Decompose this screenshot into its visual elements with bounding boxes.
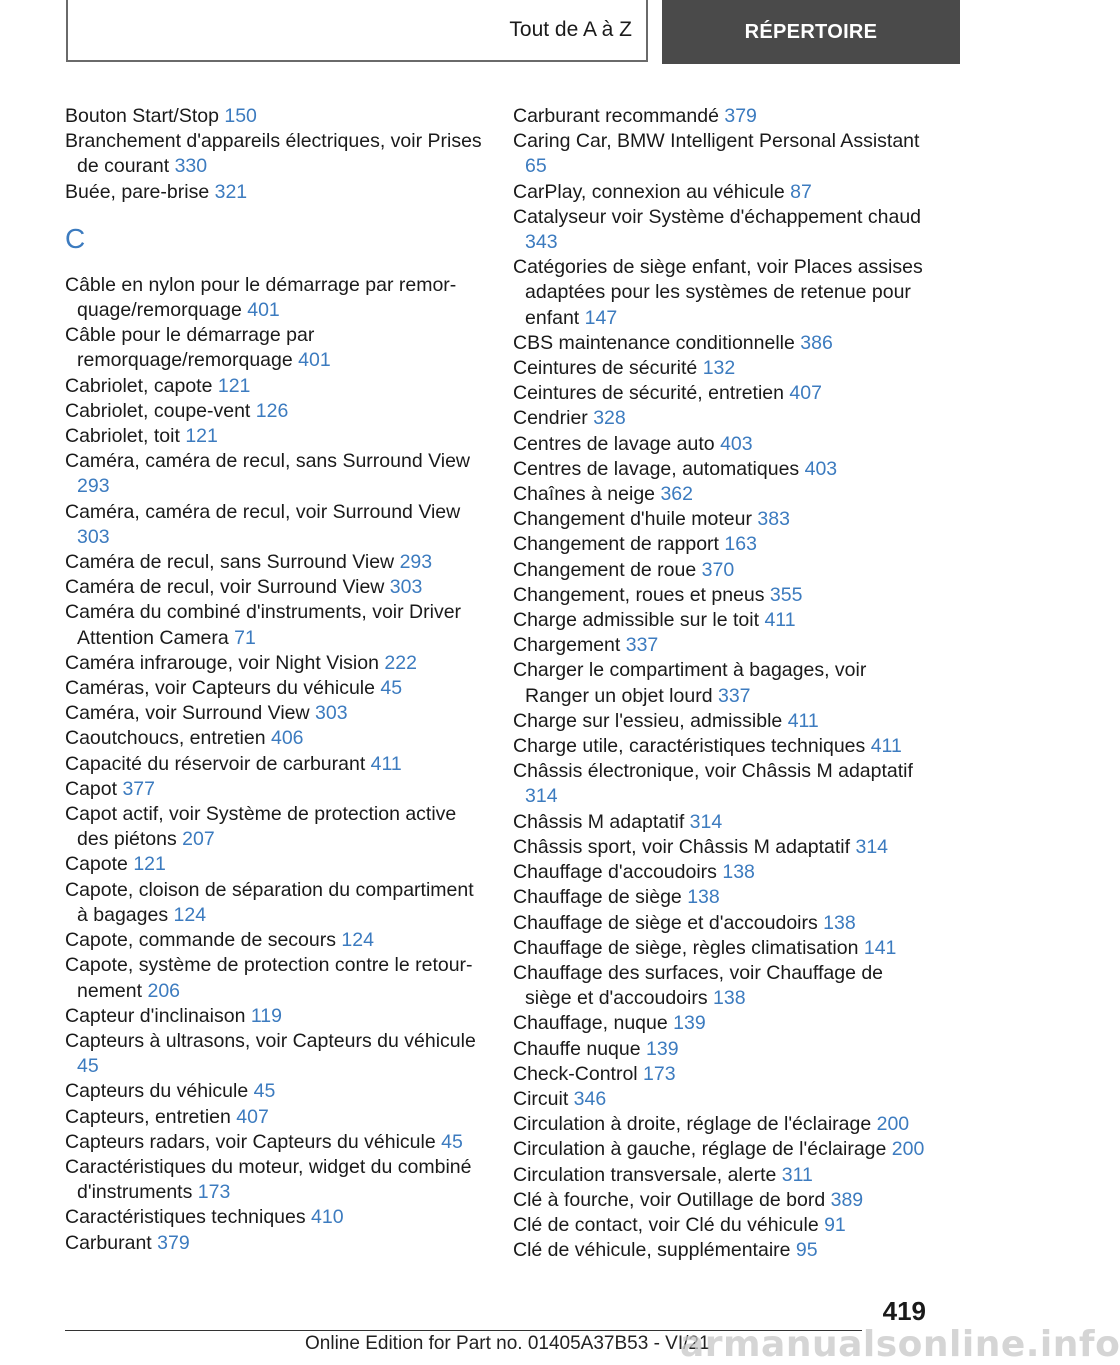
index-entry xyxy=(65,701,485,726)
index-entry xyxy=(513,583,933,608)
page-link[interactable]: 121 xyxy=(217,374,251,397)
index-entry-text: CBS maintenance conditionnelle xyxy=(513,331,801,354)
page-link[interactable]: 124 xyxy=(341,929,374,952)
index-entry xyxy=(513,1037,933,1062)
index-entry-text: Centres de lavage, automatiques xyxy=(513,457,805,480)
index-entry xyxy=(65,550,485,575)
index-entry-text: Cabriolet, capote xyxy=(65,374,218,397)
index-entry-text: Caring Car, BMW Intelligent Personal Assistant xyxy=(513,130,920,153)
page-link[interactable]: 45 xyxy=(253,1080,276,1103)
index-entry xyxy=(65,1205,485,1230)
page-link[interactable]: 377 xyxy=(122,777,155,800)
index-entry-text: Cabriolet, coupe-vent xyxy=(65,399,256,422)
index-entry-text: Chauffage d'accoudoirs xyxy=(513,861,723,884)
page-link[interactable]: 314 xyxy=(855,835,889,858)
page-link[interactable]: 45 xyxy=(441,1130,463,1153)
page-link[interactable]: 138 xyxy=(722,861,755,884)
page-link[interactable]: 126 xyxy=(255,399,289,422)
index-entry-text: Caméra, voir Surround View xyxy=(65,702,315,725)
index-entry xyxy=(513,507,933,532)
page-link[interactable]: 411 xyxy=(370,752,402,775)
index-entry-text: Chaînes à neige xyxy=(513,483,661,506)
page-link[interactable]: 139 xyxy=(673,1012,706,1035)
index-entry-text: Capteurs du véhicule xyxy=(65,1080,254,1103)
page-link[interactable]: 95 xyxy=(795,1239,818,1262)
page-link[interactable]: 163 xyxy=(724,533,757,556)
index-entry xyxy=(65,374,485,399)
index-entry-text: Chargement xyxy=(513,634,626,657)
page-link[interactable]: 379 xyxy=(157,1231,190,1254)
index-entry xyxy=(513,205,933,255)
watermark: armanualsonline.info xyxy=(680,1324,1120,1365)
index-entry-text: Cabriolet, toit xyxy=(65,425,186,448)
index-entry-text: Chauffage de siège xyxy=(513,886,688,909)
index-entry xyxy=(513,432,933,457)
index-entry xyxy=(65,852,485,877)
page-link[interactable]: 403 xyxy=(720,432,753,455)
index-entry xyxy=(513,936,933,961)
index-entry-text: Capteurs à ultrasons, voir Capteurs du véhicule xyxy=(65,1029,476,1052)
index-entry xyxy=(65,1231,485,1256)
index-entry xyxy=(65,424,485,449)
index-entry-text: Catalyseur voir Système d'échappement chaud xyxy=(513,205,922,228)
index-entry-text: Charge sur l'essieu, admissible xyxy=(513,709,788,732)
index-entry-text: Capot xyxy=(65,777,123,800)
page-link[interactable]: 355 xyxy=(769,583,803,606)
index-entry xyxy=(513,1188,933,1213)
index-entry-text: Cendrier xyxy=(513,407,594,430)
page-link[interactable]: 139 xyxy=(646,1037,679,1060)
index-entry xyxy=(513,532,933,557)
index-column-left xyxy=(65,104,485,1256)
page-link[interactable]: 124 xyxy=(173,903,207,926)
page-link[interactable]: 328 xyxy=(593,407,626,430)
index-entry-text: Capteurs radars, voir Capteurs du véhicule xyxy=(65,1130,442,1153)
page-link[interactable]: 314 xyxy=(689,810,723,833)
page-link[interactable]: 303 xyxy=(77,525,110,548)
index-entry xyxy=(513,356,933,381)
index-entry-text: Caoutchoucs, entretien xyxy=(65,727,271,750)
index-entry-text: Caractéristiques du moteur, widget du combiné d'instruments xyxy=(65,1155,472,1204)
index-entry xyxy=(65,399,485,424)
page-link[interactable]: 337 xyxy=(625,634,659,657)
page-link[interactable]: 407 xyxy=(789,382,822,405)
page-link[interactable]: 119 xyxy=(250,1004,282,1027)
page-link[interactable]: 303 xyxy=(389,576,423,599)
index-entry xyxy=(513,457,933,482)
page-link[interactable]: 150 xyxy=(224,105,257,127)
index-entry-text: Chauffage de siège, règles climatisation xyxy=(513,936,864,959)
index-entry-text: Carburant xyxy=(65,1231,158,1254)
index-entry xyxy=(65,752,485,777)
page-link[interactable]: 362 xyxy=(660,483,693,506)
index-entry-text: Caméra, caméra de recul, sans Surround View xyxy=(65,450,470,473)
index-entry xyxy=(65,500,485,550)
index-entry xyxy=(513,734,933,759)
index-entry-text: Capot actif, voir Système de protection active des piétons xyxy=(65,803,457,851)
index-entry-text: Capote, cloison de séparation du compartiment à bagages xyxy=(65,878,474,926)
page-link[interactable]: 121 xyxy=(133,853,166,876)
index-entry-text: Chauffage des surfaces, voir Chauffage de siège et d'accoudoirs xyxy=(513,961,884,1010)
index-entry-text: Ceintures de sécurité xyxy=(513,357,703,380)
page-link[interactable]: 330 xyxy=(174,155,208,178)
index-entry-text: Charge utile, caractéristiques techniques xyxy=(513,735,871,758)
page-link[interactable]: 410 xyxy=(311,1206,344,1229)
index-entry-text: Centres de lavage auto xyxy=(513,432,721,455)
index-entry xyxy=(65,676,485,701)
index-entry xyxy=(513,759,933,809)
page-link[interactable]: 411 xyxy=(764,609,796,632)
index-entry xyxy=(65,1105,485,1130)
page-link[interactable]: 403 xyxy=(804,457,838,480)
index-entry-text: Charge admissible sur le toit xyxy=(513,609,765,632)
page-link[interactable]: 337 xyxy=(717,684,751,707)
index-entry xyxy=(65,449,485,499)
index-entry xyxy=(513,911,933,936)
index-entry xyxy=(65,323,485,373)
index-entry-text: Circulation à droite, réglage de l'éclairage xyxy=(513,1113,877,1136)
index-entry xyxy=(513,482,933,507)
index-entry-text: Changement d'huile moteur xyxy=(513,508,758,531)
index-entry xyxy=(65,129,485,179)
page-link[interactable]: 401 xyxy=(298,349,331,372)
index-entry xyxy=(513,1112,933,1137)
index-entry-text: Clé de véhicule, supplémentaire xyxy=(513,1239,796,1262)
index-entry-text: Chauffe nuque xyxy=(513,1037,647,1060)
index-column-right xyxy=(513,104,933,1263)
page-link[interactable]: 383 xyxy=(757,508,790,531)
index-entry xyxy=(513,810,933,835)
page-link[interactable]: 65 xyxy=(525,155,547,178)
index-entry-text: Chauffage, nuque xyxy=(513,1012,674,1035)
index-entry-text: Caméra de recul, sans Surround View xyxy=(65,551,400,574)
tab-repertoire[interactable]: RÉPERTOIRE xyxy=(662,0,960,64)
index-entry-text: Caméra de recul, voir Surround View xyxy=(65,576,390,599)
index-entry-text: Carburant recommandé xyxy=(513,105,725,127)
page-number: 419 xyxy=(882,1296,926,1326)
page-link[interactable]: 147 xyxy=(584,306,618,329)
index-entry xyxy=(513,835,933,860)
index-entry-text: Châssis électronique, voir Châssis M adaptatif xyxy=(513,760,913,783)
index-entry xyxy=(513,1137,933,1162)
index-entry-text: Châssis sport, voir Châssis M adaptatif xyxy=(513,835,856,858)
index-entry-text: Câble pour le démarrage par remorquage/remorquage xyxy=(65,324,315,372)
index-entry xyxy=(65,1130,485,1155)
page-link[interactable]: 321 xyxy=(214,180,248,203)
page-link[interactable]: 207 xyxy=(182,828,215,851)
index-entry-text: Circulation transversale, alerte xyxy=(513,1163,782,1186)
index-entry-text: Buée, pare-brise xyxy=(65,180,215,203)
index-entry-text: Câble en nylon pour le démarrage par remorquage/remorquage xyxy=(65,273,457,322)
header-tabs xyxy=(66,0,960,64)
index-entry xyxy=(513,180,933,205)
index-entry-text: Chauffage de siège et d'accoudoirs xyxy=(513,911,824,934)
index-entry xyxy=(513,1087,933,1112)
page-link[interactable]: 311 xyxy=(781,1163,813,1186)
index-entry-text: Changement, roues et pneus xyxy=(513,583,770,606)
index-entry-text: Capteurs, entretien xyxy=(65,1105,237,1128)
page-link[interactable]: 314 xyxy=(525,785,558,808)
page-link[interactable]: 343 xyxy=(525,231,558,254)
footer-edition: Online Edition for Part no. 01405A37B53 - VI/21 xyxy=(305,1333,710,1354)
index-entry xyxy=(513,860,933,885)
index-entry-text: Circuit xyxy=(513,1087,574,1110)
page-link[interactable]: 386 xyxy=(800,331,833,354)
index-entry-text: Capacité du réservoir de carburant xyxy=(65,752,371,775)
index-entry-text: Capote, système de protection contre le retournement xyxy=(65,954,473,1002)
page-link[interactable]: 132 xyxy=(702,357,736,380)
index-entry xyxy=(65,575,485,600)
index-entry-text: CarPlay, connexion au véhicule xyxy=(513,180,791,203)
index-entry-text: Caméra infrarouge, voir Night Vision xyxy=(65,651,385,674)
index-entry-text: Ceintures de sécurité, entretien xyxy=(513,382,790,405)
index-entry xyxy=(513,709,933,734)
index-entry xyxy=(513,633,933,658)
index-entry xyxy=(65,1079,485,1104)
index-entry-text: Branchement d'appareils électriques, voir Prises de courant xyxy=(65,130,482,178)
page-link[interactable]: 406 xyxy=(270,727,304,750)
page-link[interactable]: 173 xyxy=(197,1181,231,1204)
index-entry xyxy=(513,961,933,1011)
index-entry xyxy=(65,104,485,129)
page-link[interactable]: 401 xyxy=(247,299,280,322)
page-link[interactable]: 138 xyxy=(687,886,720,909)
index-entry xyxy=(513,1062,933,1087)
index-entry-text: Caractéristiques techniques xyxy=(65,1206,312,1229)
page-link[interactable]: 138 xyxy=(713,987,746,1010)
index-entry xyxy=(513,608,933,633)
index-entry-text: Caméra, caméra de recul, voir Surround View xyxy=(65,500,461,523)
page-link[interactable]: 45 xyxy=(77,1055,99,1078)
page-link[interactable]: 222 xyxy=(384,651,417,674)
section-letter: C xyxy=(65,222,86,254)
index-entry xyxy=(65,802,485,852)
page-link[interactable]: 389 xyxy=(830,1188,864,1211)
page-link[interactable]: 293 xyxy=(77,475,110,498)
page-link[interactable]: 346 xyxy=(573,1087,607,1110)
index-entry xyxy=(513,406,933,431)
page-link[interactable]: 200 xyxy=(891,1138,925,1161)
page-link[interactable]: 293 xyxy=(399,551,433,574)
index-entry xyxy=(513,104,933,129)
page-link[interactable]: 303 xyxy=(315,702,348,725)
index-entry xyxy=(65,600,485,650)
index-entry-text: Caméra du combiné d'instruments, voir Driver Attention Camera xyxy=(65,601,462,649)
page-link[interactable]: 173 xyxy=(643,1062,676,1085)
page-link[interactable]: 370 xyxy=(701,558,735,581)
page-link[interactable]: 411 xyxy=(787,709,819,732)
index-entry xyxy=(513,1163,933,1188)
index-entry-text: Caméras, voir Capteurs du véhicule xyxy=(65,677,381,700)
page-link[interactable]: 379 xyxy=(724,105,757,127)
index-entry xyxy=(513,129,933,179)
index-entry xyxy=(513,1238,933,1263)
page-link[interactable]: 200 xyxy=(876,1113,910,1136)
index-entry xyxy=(65,180,485,205)
index-entry-text: Capote, commande de secours xyxy=(65,929,342,952)
index-entry xyxy=(513,885,933,910)
page-link[interactable]: 45 xyxy=(380,677,403,700)
index-entry-text: Clé à fourche, voir Outillage de bord xyxy=(513,1188,831,1211)
index-entry xyxy=(65,878,485,928)
index-entry xyxy=(65,1155,485,1205)
index-entry xyxy=(513,1213,933,1238)
index-entry xyxy=(513,558,933,583)
index-entry-text: Changement de roue xyxy=(513,558,702,581)
index-entry xyxy=(513,1011,933,1036)
index-entry xyxy=(65,1029,485,1079)
page-link[interactable]: 138 xyxy=(823,911,856,934)
index-entry xyxy=(65,651,485,676)
index-entry xyxy=(513,255,933,331)
index-entry xyxy=(513,331,933,356)
index-entry xyxy=(65,273,485,323)
index-entry-text: Capteur d'inclinaison xyxy=(65,1004,251,1027)
page-link[interactable]: 91 xyxy=(824,1213,846,1236)
index-entry-text: Châssis M adaptatif xyxy=(513,810,690,833)
page-link[interactable]: 71 xyxy=(234,626,256,649)
index-entry xyxy=(65,777,485,802)
index-entry-text: Catégories de siège enfant, voir Places assises adaptées pour les systèmes de retenue pour enfant xyxy=(513,256,923,329)
index-entry-text: Check-Control xyxy=(513,1062,644,1085)
page-link[interactable]: 141 xyxy=(863,936,897,959)
index-entry xyxy=(65,1004,485,1029)
index-entry-text: Clé de contact, voir Clé du véhicule xyxy=(513,1213,825,1236)
page-link[interactable]: 87 xyxy=(790,180,812,203)
page-link[interactable]: 411 xyxy=(870,735,902,758)
tab-a-z[interactable]: Tout de A à Z xyxy=(66,0,648,62)
index-entry-text: Changement de rapport xyxy=(513,533,725,556)
index-entry xyxy=(65,726,485,751)
index-entry-text: Charger le compartiment à bagages, voir Ranger un objet lourd xyxy=(513,659,867,707)
index-entry-text: Bouton Start/Stop xyxy=(65,105,225,127)
index-entry xyxy=(513,381,933,406)
index-entry-text: Capote xyxy=(65,853,134,876)
index-entry xyxy=(65,953,485,1003)
page-link[interactable]: 121 xyxy=(185,425,218,448)
page-link[interactable]: 407 xyxy=(236,1105,269,1128)
index-entry xyxy=(65,928,485,953)
index-entry xyxy=(513,658,933,708)
index-entry-text: Circulation à gauche, réglage de l'éclairage xyxy=(513,1138,892,1161)
page-link[interactable]: 206 xyxy=(147,979,181,1002)
